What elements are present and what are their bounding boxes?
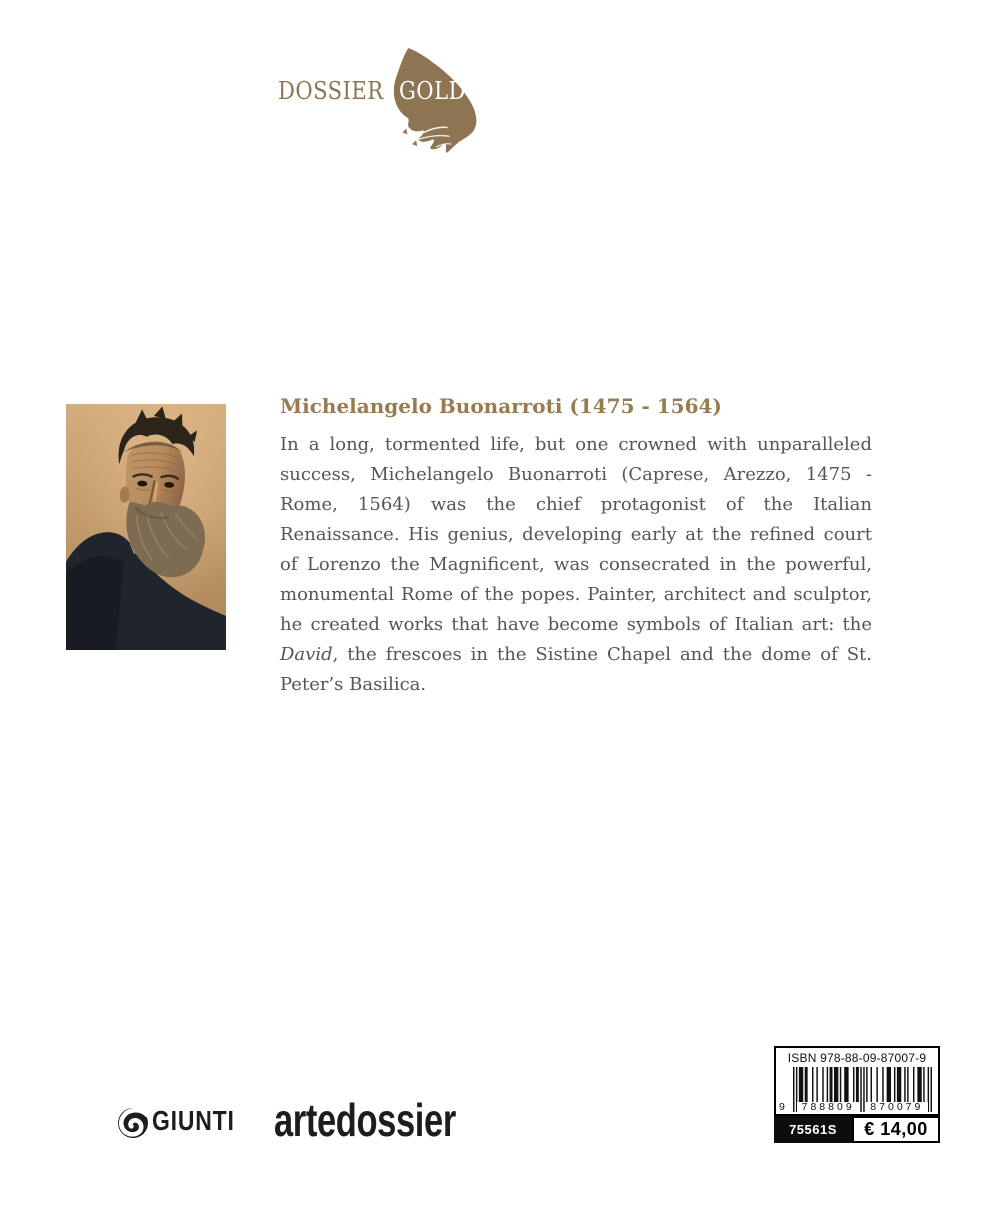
paragraph-part2: , the frescoes in the Sistine Chapel and the dome of St. Peter’s Basilica. [280,644,872,695]
paragraph-italic-david: David [280,644,333,665]
price-label: € 14,00 [864,1119,928,1139]
barcode-digits-left: 788809 [797,1102,858,1113]
giunti-g-icon [118,1108,148,1138]
price-box [852,1116,940,1143]
ean-barcode [779,1067,932,1113]
paragraph-part1: In a long, tormented life, but one crowned with unparalleled success, Michelangelo Buonarroti (Caprese, Arezzo, 1475 - Rome, 1564) was the chief protagonist of the Italian Renaissance. His genius, developing early at the refined court of Lorenzo the Magnificent, was consecrated in the powerful, monumental Rome of the popes. Painter, architect and sculptor, he created works that have become symbols of Italian art: the [280,434,872,635]
giunti-wordmark: GIUNTI [152,1105,235,1136]
isbn-label: ISBN 978-88-09-87007-9 [787,1051,927,1065]
isbn-barcode-box [774,1046,940,1116]
brand-dossier-text: DOSSIER [278,77,384,105]
dossier-gold-logo [278,46,498,158]
back-cover-text-block [280,393,872,700]
michelangelo-portrait-image [66,404,226,650]
description-paragraph [280,430,872,700]
artedossier-wordmark: artedossier [274,1094,456,1146]
barcode-digits-right: 870079 [866,1102,927,1113]
barcode-digit-first: 9 [779,1101,785,1113]
product-code-label: 75561S [789,1122,837,1137]
brand-gold-text: GOLD [398,77,466,105]
product-code-badge [774,1116,852,1143]
page-title: Michelangelo Buonarroti (1475 - 1564) [280,394,722,418]
